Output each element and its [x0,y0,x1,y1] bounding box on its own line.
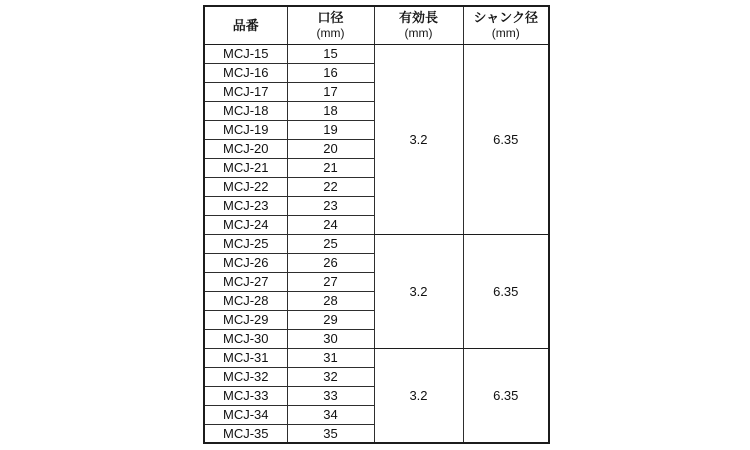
bore-diameter-cell: 31 [287,348,374,367]
bore-diameter-cell: 30 [287,329,374,348]
column-header-label: 有効長 [398,9,438,25]
part-number-cell: MCJ-22 [204,177,287,196]
part-number-cell: MCJ-27 [204,272,287,291]
product-spec-table [203,5,550,444]
part-number-cell: MCJ-30 [204,329,287,348]
part-number-cell: MCJ-17 [204,82,287,101]
bore-diameter-cell: 15 [287,44,374,63]
column-header-shank-diameter [463,6,549,44]
part-number-cell: MCJ-24 [204,215,287,234]
table-row-mcj-15 [204,44,549,63]
bore-diameter-cell: 32 [287,367,374,386]
column-header-effective-length [374,6,463,44]
part-number-cell: MCJ-25 [204,234,287,253]
part-number-cell: MCJ-32 [204,367,287,386]
column-header-unit: (mm) [316,25,345,40]
bore-diameter-cell: 23 [287,196,374,215]
part-number-cell: MCJ-26 [204,253,287,272]
bore-diameter-cell: 34 [287,405,374,424]
column-header-unit: (mm) [491,25,520,40]
bore-diameter-cell: 25 [287,234,374,253]
column-header-label: シャンク径 [473,9,538,25]
bore-diameter-cell: 17 [287,82,374,101]
part-number-cell: MCJ-18 [204,101,287,120]
shank-diameter-cell: 6.35 [463,44,549,234]
table-header [204,6,549,44]
part-number-cell: MCJ-21 [204,158,287,177]
header-row [204,6,549,44]
table-body [204,44,549,443]
bore-diameter-cell: 22 [287,177,374,196]
bore-diameter-cell: 21 [287,158,374,177]
table-row-mcj-31 [204,348,549,367]
effective-length-cell: 3.2 [374,348,463,443]
bore-diameter-cell: 24 [287,215,374,234]
part-number-cell: MCJ-28 [204,291,287,310]
bore-diameter-cell: 26 [287,253,374,272]
bore-diameter-cell: 33 [287,386,374,405]
bore-diameter-cell: 20 [287,139,374,158]
bore-diameter-cell: 18 [287,101,374,120]
column-header-unit: (mm) [404,25,433,40]
bore-diameter-cell: 29 [287,310,374,329]
bore-diameter-cell: 35 [287,424,374,443]
effective-length-cell: 3.2 [374,44,463,234]
bore-diameter-cell: 27 [287,272,374,291]
table-row-mcj-25 [204,234,549,253]
column-header-part-number [204,6,287,44]
bore-diameter-cell: 28 [287,291,374,310]
part-number-cell: MCJ-31 [204,348,287,367]
part-number-cell: MCJ-34 [204,405,287,424]
shank-diameter-cell: 6.35 [463,348,549,443]
part-number-cell: MCJ-20 [204,139,287,158]
part-number-cell: MCJ-33 [204,386,287,405]
part-number-cell: MCJ-35 [204,424,287,443]
part-number-cell: MCJ-16 [204,63,287,82]
bore-diameter-cell: 16 [287,63,374,82]
part-number-cell: MCJ-19 [204,120,287,139]
effective-length-cell: 3.2 [374,234,463,348]
part-number-cell: MCJ-15 [204,44,287,63]
column-header-label: 口径 [317,9,344,25]
part-number-cell: MCJ-29 [204,310,287,329]
shank-diameter-cell: 6.35 [463,234,549,348]
bore-diameter-cell: 19 [287,120,374,139]
column-header-bore-diameter [287,6,374,44]
column-header-label: 品番 [232,17,259,33]
part-number-cell: MCJ-23 [204,196,287,215]
